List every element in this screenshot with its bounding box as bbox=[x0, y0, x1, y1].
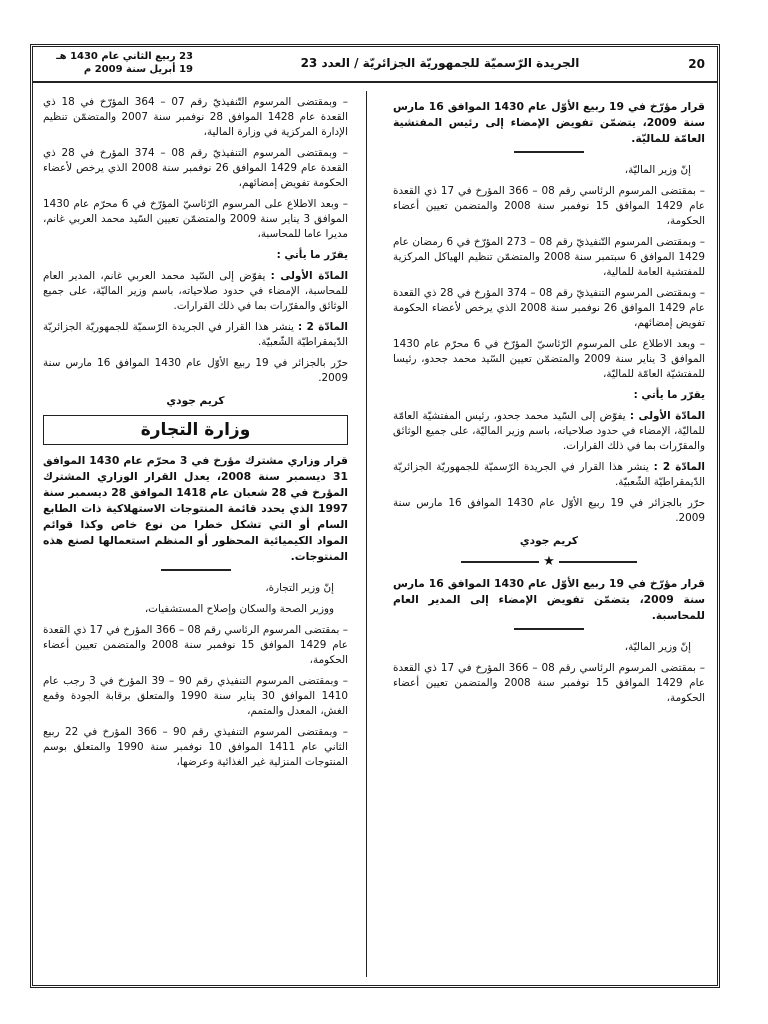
short-rule bbox=[161, 569, 231, 571]
ministry-title: وزارة التجارة bbox=[43, 415, 348, 445]
minister-line: ووزير الصحة والسكان وإصلاح المستشفيات، bbox=[144, 603, 334, 615]
separator-line bbox=[559, 561, 637, 563]
article-text: يفوّض إلى السّيد محمد جحدو، رئيس المفتشيّة العامّة للماليّة، الإمضاء في حدود صلاحياته، باسم وزير الماليّة، على جميع الوثائق والمقرّرات بما في ذلك القرارات. bbox=[393, 410, 705, 452]
decision-heading: قرار مؤرّخ في 19 ربيع الأوّل عام 1430 الموافق 16 مارس سنة 2009، يتضمّن تفويض الإمضاء إلى المدير العام للمحاسبة. bbox=[393, 577, 705, 622]
preamble-paragraph: – وبمقتضى المرسوم التّنفيذيّ رقم 07 – 364 المؤرّخ في 18 ذي القعدة عام 1428 الموافق 28 نوفمبر سنة 2007 والمتضمّن تنظيم الإدارة المركزية في وزارة المالية، bbox=[43, 96, 348, 138]
article-text: يفوّض إلى السّيد محمد العربي غانم، المدير العام للمحاسبة، الإمضاء في حدود صلاحياته، باسم وزير الماليّة، على جميع الوثائق والمقرّرات بما في ذلك القرارات. bbox=[43, 270, 348, 312]
decision-heading: قرار مؤرّخ في 19 ربيع الأوّل عام 1430 الموافق 16 مارس سنة 2009، يتضمّن تفويض الإمضاء إلى رئيس المفتشية العامّة للماليّة. bbox=[393, 100, 705, 145]
preamble-paragraph: – وبمقتضى المرسوم التنفيذيّ رقم 08 – 374 المؤرخ في 28 ذي القعدة عام 1429 الموافق 26 نوفمبر سنة 2008 الذي يرخص لأعضاء الحكومة تفويض إمضائهم، bbox=[43, 147, 348, 189]
preamble-paragraph: – بمقتضى المرسوم الرئاسي رقم 08 – 366 المؤرخ في 17 ذي القعدة عام 1429 الموافق 15 نوفمبر سنة 2008 والمتضمن تعيين أعضاء الحكومة، bbox=[393, 662, 705, 704]
journal-title: الجريدة الرّسميّة للجمهوريّة الجزائريّة / العدد 23 bbox=[300, 56, 580, 70]
preamble-paragraph: – وبمقتضى المرسوم التنفيذي رقم 90 – 366 المؤرخ في 22 ربيع الثاني عام 1411 الموافق 10 نوفمبر سنة 1990 والمتعلق بوسم المنتوجات المنزلية غير الغذائية وعرضها، bbox=[43, 726, 348, 768]
left-column bbox=[43, 95, 348, 977]
article-label: المادّة الأولى : bbox=[270, 270, 348, 282]
preamble-paragraph: – وبعد الاطلاع على المرسوم الرّئاسيّ المؤرّخ في 6 محرّم عام 1430 الموافق 3 يناير سنة 2009 والمتضمّن تعيين السّيد محمد العربي غانم، مديرا عاما للمحاسبة، bbox=[43, 198, 348, 240]
article-label: المادّة 2 : bbox=[653, 461, 705, 473]
article-label: المادّة الأولى : bbox=[629, 410, 706, 422]
decides-line: يقرّر ما يأتي : bbox=[276, 249, 348, 261]
article-1 bbox=[43, 269, 348, 314]
article-label: المادّة 2 : bbox=[298, 321, 348, 333]
preamble-paragraph: – بمقتضى المرسوم الرئاسي رقم 08 – 366 المؤرخ في 17 ذي القعدة عام 1429 الموافق 15 نوفمبر سنة 2008 والمتضمن تعيين أعضاء الحكومة، bbox=[393, 185, 705, 227]
star-icon: ★ bbox=[543, 554, 555, 569]
page-header bbox=[33, 47, 717, 83]
decides-line: يقرّر ما يأتي : bbox=[633, 389, 705, 401]
article-2 bbox=[393, 460, 705, 490]
minister-line: إنّ وزير الماليّة، bbox=[624, 164, 691, 176]
page-number: 20 bbox=[688, 57, 705, 71]
article-2 bbox=[43, 320, 348, 350]
closing-line: حرّر بالجزائر في 19 ربيع الأوّل عام 1430 الموافق 16 مارس سنة 2009. bbox=[43, 357, 348, 384]
short-rule bbox=[514, 151, 584, 153]
article-text: ينشر هذا القرار في الجريدة الرّسميّة للجمهوريّة الجزائريّة الدّيمقراطيّة الشّعبيّة. bbox=[43, 321, 348, 348]
right-column bbox=[393, 99, 705, 977]
separator bbox=[393, 555, 705, 568]
date-gregorian: 19 أبريل سنة 2009 م bbox=[83, 64, 193, 75]
column-divider bbox=[366, 91, 367, 977]
preamble-paragraph: – بمقتضى المرسوم الرئاسي رقم 08 – 366 المؤرخ في 17 ذي القعدة عام 1429 الموافق 15 نوفمبر سنة 2008 والمتضمن تعيين أعضاء الحكومة، bbox=[43, 624, 348, 666]
preamble-paragraph: – وبعد الاطلاع على المرسوم الرّئاسيّ المؤرّخ في 6 محرّم عام 1430 الموافق 3 يناير سنة 2009 والمتضمّن تعيين السّيد محمد جحدو، رئيسا للمفتشيّة العامّة للماليّة، bbox=[393, 338, 706, 380]
separator-line bbox=[461, 561, 539, 563]
minister-line: إنّ وزير التجارة، bbox=[265, 582, 334, 594]
page-frame bbox=[30, 44, 720, 988]
preamble-paragraph: – وبمقتضى المرسوم التّنفيذيّ رقم 08 – 273 المؤرّخ في 6 رمضان عام 1429 الموافق 6 سبتمبر سنة 2008 والمتضمّن تنظيم الهياكل المركزية للمفتشية العامة للمالية، bbox=[393, 236, 705, 278]
date-hijri: 23 ربيع الثاني عام 1430 هـ bbox=[56, 51, 193, 62]
article-text: ينشر هذا القرار في الجريدة الرّسميّة للجمهوريّة الجزائريّة الدّيمقراطيّة الشّعبيّة. bbox=[393, 461, 705, 488]
signature: كريم جودي bbox=[519, 535, 579, 547]
closing-line: حرّر بالجزائر في 19 ربيع الأوّل عام 1430 الموافق 16 مارس سنة 2009. bbox=[393, 497, 705, 524]
preamble-paragraph: – وبمقتضى المرسوم التنفيذي رقم 90 – 39 المؤرخ في 3 رجب عام 1410 الموافق 30 يناير سنة 1990 والمتعلق برقابة الجودة وقمع الغش، المعدل والمتمم، bbox=[43, 675, 349, 717]
article-1 bbox=[393, 409, 705, 454]
issue-date bbox=[43, 50, 193, 76]
minister-line: إنّ وزير الماليّة، bbox=[624, 641, 691, 653]
signature: كريم جودي bbox=[166, 395, 225, 407]
decision-heading: قرار وزاري مشترك مؤرخ في 3 محرّم عام 1430 الموافق 31 ديسمبر سنة 2008، يعدل القرار الوزاري المشترك المؤرخ في 28 شعبان عام 1418 الموافق 28 ديسمبر سنة 1997 الذي يحدد قائمة المنتوجات الاستهلاكية ذات الطابع السام أو التي تشكل خطرا من نوع خاص وكذا قوائم المواد الكيميائية المحظور أو المنظم استعمالها لصنع هذه المنتوجات. bbox=[43, 454, 348, 563]
preamble-paragraph: – وبمقتضى المرسوم التنفيذيّ رقم 08 – 374 المؤرخ في 28 ذي القعدة عام 1429 الموافق 26 نوفمبر سنة 2008 الذي يرخص لأعضاء الحكومة تفويض إمضائهم، bbox=[393, 287, 705, 329]
short-rule bbox=[514, 628, 584, 630]
